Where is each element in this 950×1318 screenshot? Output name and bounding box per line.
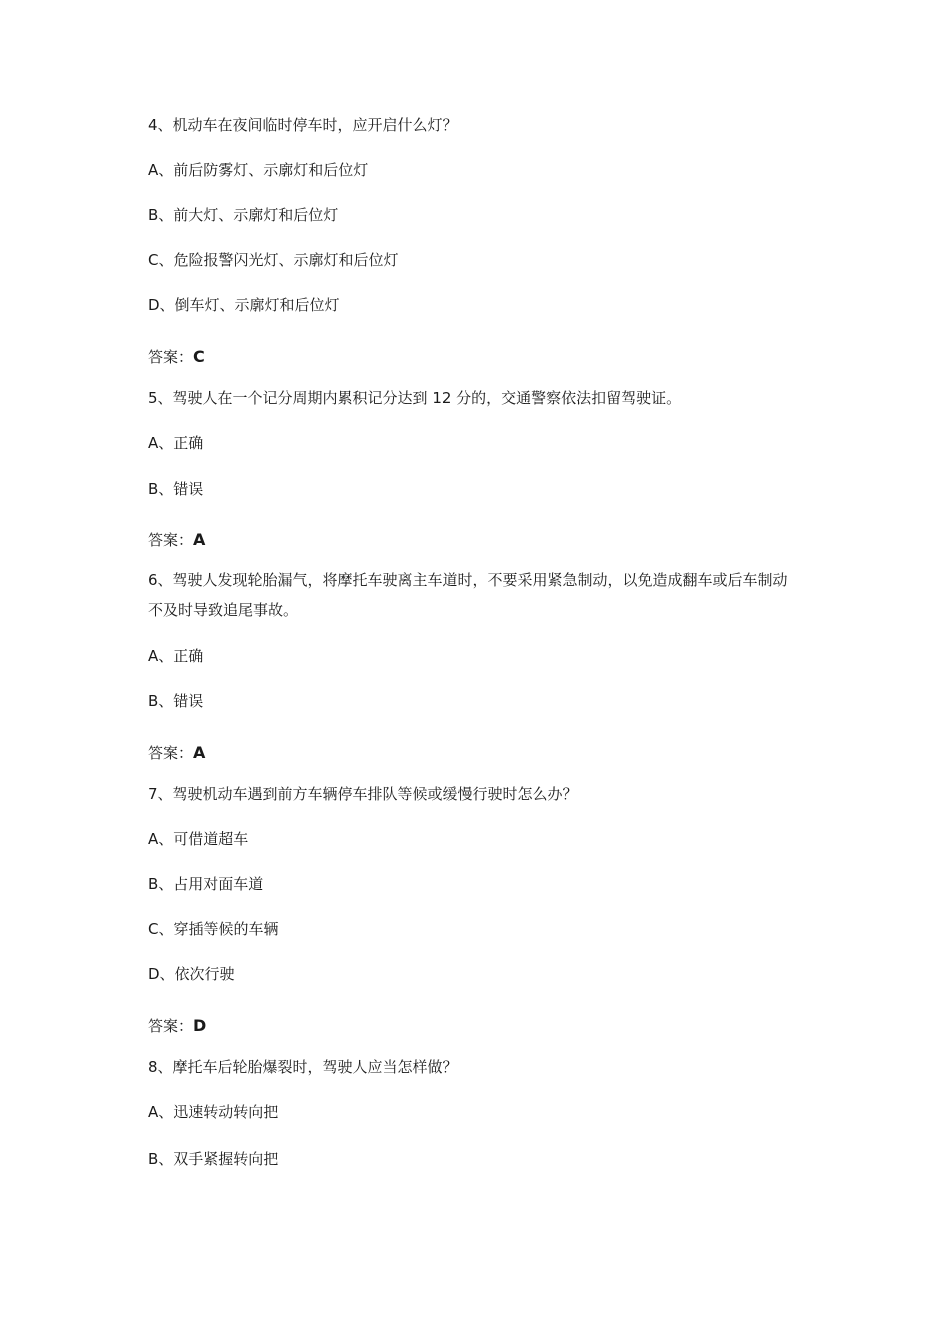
question-4-option-b: B、前大灯、示廓灯和后位灯 [148, 206, 339, 224]
question-7-answer [148, 1014, 808, 1038]
answer-value: A [193, 743, 206, 762]
question-7-option-b: B、占用对面车道 [148, 875, 264, 893]
question-6-option-b: B、错误 [148, 692, 204, 710]
question-5-answer [148, 528, 808, 552]
question-8-option-b: B、双手紧握转向把 [148, 1150, 279, 1168]
answer-label: 答案： [148, 348, 194, 366]
question-5-option-a: A、正确 [148, 434, 204, 452]
answer-value: A [193, 530, 206, 549]
question-6-answer [148, 741, 808, 765]
answer-value: C [193, 347, 205, 366]
question-6-option-a: A、正确 [148, 647, 204, 665]
answer-label: 答案： [148, 744, 194, 762]
answer-value: D [193, 1016, 207, 1035]
question-7-option-a: A、可借道超车 [148, 830, 249, 848]
question-7-stem: 7、驾驶机动车遇到前方车辆停车排队等候或缓慢行驶时怎么办？ [148, 785, 578, 803]
question-4-answer [148, 345, 808, 369]
question-4-option-a: A、前后防雾灯、示廓灯和后位灯 [148, 161, 369, 179]
question-5-option-b: B、错误 [148, 480, 204, 498]
question-6-stem: 6、驾驶人发现轮胎漏气，将摩托车驶离主车道时，不要采用紧急制动，以免造成翻车或后车制动不及时导致追尾事故。 [148, 571, 788, 619]
answer-label: 答案： [148, 1017, 194, 1035]
question-4-stem: 4、机动车在夜间临时停车时，应开启什么灯？ [148, 116, 458, 134]
question-8-option-a: A、迅速转动转向把 [148, 1103, 279, 1121]
question-7-option-c: C、穿插等候的车辆 [148, 920, 279, 938]
question-5-stem: 5、驾驶人在一个记分周期内累积记分达到 12 分的，交通警察依法扣留驾驶证。 [148, 389, 682, 407]
question-4-option-d: D、倒车灯、示廓灯和后位灯 [148, 296, 340, 314]
question-4-option-c: C、危险报警闪光灯、示廓灯和后位灯 [148, 251, 399, 269]
question-8-stem: 8、摩托车后轮胎爆裂时，驾驶人应当怎样做？ [148, 1058, 458, 1076]
question-7-option-d: D、依次行驶 [148, 965, 235, 983]
answer-label: 答案： [148, 531, 194, 549]
